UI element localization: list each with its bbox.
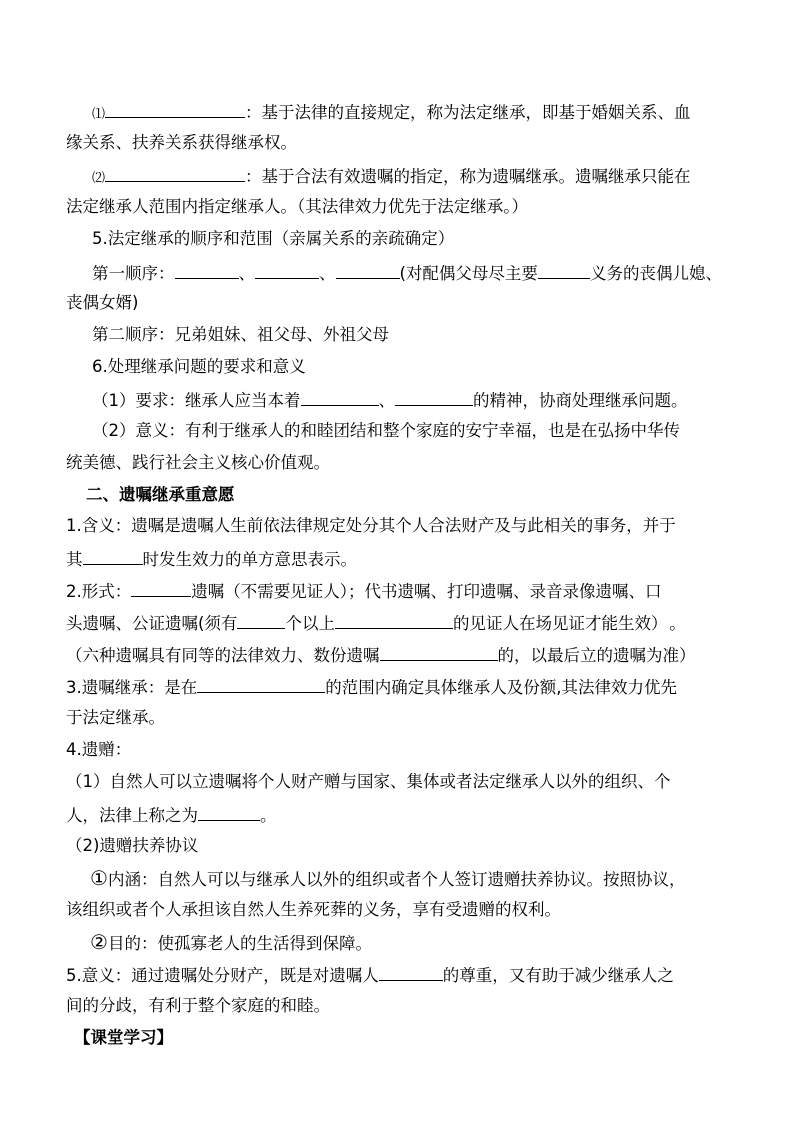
significance-line — [66, 964, 674, 986]
text: 义务的丧偶儿媳、 — [589, 264, 722, 283]
sep: 、 — [378, 391, 395, 410]
fill-blank[interactable] — [131, 580, 191, 597]
text: 的范围内确定具体继承人及份额,其法律效力优先 — [325, 678, 677, 697]
requirement-line — [92, 389, 688, 411]
text-line: 丧偶女婿) — [66, 293, 139, 312]
text: 的尊重，又有助于减少继承人之 — [442, 966, 674, 985]
item-5-heading: 5.法定继承的顺序和范围（亲属关系的亲疏确定） — [92, 229, 455, 248]
meaning-line: （2）意义：有利于继承人的和睦团结和整个家庭的安宁幸福，也是在弘扬中华传 — [92, 421, 680, 440]
fill-blank[interactable] — [105, 165, 245, 182]
text: 遗嘱（不需要见证人）；代书遗嘱、打印遗嘱、录音录像遗嘱、口 — [191, 582, 662, 601]
classroom-heading: 【课堂学习】 — [74, 1028, 173, 1047]
fill-blank[interactable] — [538, 262, 590, 279]
text: ：基于合法有效遗嘱的指定，称为遗嘱继承。遗嘱继承只能在 — [245, 167, 691, 186]
text: 个以上 — [285, 614, 335, 633]
item-number: ⑴ — [92, 107, 106, 122]
purpose-line — [90, 932, 372, 954]
text: 3.遗嘱继承：是在 — [66, 678, 198, 697]
text-line: 法定继承人范围内指定继承人。（其法律效力优先于法定继承。） — [66, 197, 528, 216]
text: 。 — [260, 806, 277, 825]
fill-blank[interactable] — [379, 964, 443, 981]
bequest-line-2 — [66, 804, 277, 826]
bequest-line: （1）自然人可以立遗嘱将个人财产赠与国家、集体或者法定继承人以外的组织、个 — [66, 772, 671, 791]
text: 头遗嘱、公证遗嘱(须有 — [66, 614, 238, 633]
fill-blank[interactable] — [380, 644, 498, 661]
text-line: 缘关系、扶养关系获得继承权。 — [66, 133, 297, 152]
fill-blank[interactable] — [301, 389, 379, 406]
second-order-line: 第二顺序：兄弟姐妹、祖父母、外祖父母 — [92, 325, 389, 344]
connotation-line — [90, 868, 685, 890]
will-inheritance-line — [66, 676, 677, 698]
item-number: ⑵ — [92, 171, 106, 186]
text: 其 — [66, 550, 83, 569]
circled-number: ① — [90, 866, 108, 890]
label: 第一顺序： — [92, 264, 175, 283]
form-line — [66, 580, 662, 602]
fill-blank[interactable] — [105, 101, 245, 118]
first-order-line — [92, 262, 722, 284]
form-line-2 — [66, 612, 686, 634]
text: ：基于法律的直接规定，称为法定继承，即基于婚姻关系、血 — [245, 103, 691, 122]
item-legal-inheritance — [92, 101, 691, 125]
text-line: 统美德、践行社会主义核心价值观。 — [66, 453, 330, 472]
fill-blank[interactable] — [395, 389, 473, 406]
text: 人，法律上称之为 — [66, 806, 198, 825]
sep: 、 — [238, 264, 255, 283]
text-line: 间的分歧，有利于整个家庭的和睦。 — [66, 996, 330, 1015]
text-line: 于法定继承。 — [66, 708, 165, 727]
text: 目的：使孤寡老人的生活得到保障。 — [107, 934, 372, 953]
fill-blank[interactable] — [197, 676, 325, 693]
text: (对配偶父母尽主要 — [399, 264, 538, 283]
text: 时发生效力的单方意思表示。 — [142, 550, 357, 569]
text-line: 该组织或者个人承担该自然人生养死葬的义务，享有受遗赠的权利。 — [66, 900, 561, 919]
text: 的精神，协商处理继承问题。 — [473, 391, 688, 410]
fill-blank[interactable] — [198, 804, 260, 821]
text: 。 — [669, 614, 686, 633]
fill-blank[interactable] — [237, 612, 285, 629]
fill-blank[interactable] — [175, 262, 239, 279]
text: 内涵：自然人可以与继承人以外的组织或者个人签订遗赠扶养协议。按照协议， — [107, 870, 686, 889]
definition-line-2 — [66, 548, 357, 570]
text: 的见证人在场见证才能生效） — [452, 614, 660, 633]
text: （1）要求：继承人应当本着 — [92, 391, 301, 410]
item-will-inheritance — [92, 165, 691, 189]
definition-line: 1.含义：遗嘱是遗嘱人生前依法律规定处分其个人合法财产及与此相关的事务，并于 — [66, 516, 676, 535]
text: 5.意义：通过遗嘱处分财产，既是对遗嘱人 — [66, 966, 379, 985]
sep: 、 — [319, 264, 336, 283]
text: （六种遗嘱具有同等的法律效力、数份遗嘱 — [66, 646, 380, 665]
text: 2.形式： — [66, 582, 132, 601]
item-6-heading: 6.处理继承问题的要求和意义 — [92, 357, 306, 376]
text: 的，以最后立的遗嘱为准） — [497, 646, 696, 665]
fill-blank[interactable] — [83, 548, 143, 565]
form-line-3 — [66, 644, 696, 666]
agreement-heading: （2)遗赠扶养协议 — [66, 836, 199, 855]
item-4-heading: 4.遗赠： — [66, 740, 132, 759]
fill-blank[interactable] — [336, 262, 400, 279]
section-heading: 二、遗嘱继承重意愿 — [86, 485, 235, 504]
fill-blank[interactable] — [255, 262, 319, 279]
fill-blank[interactable] — [335, 612, 453, 629]
circled-number: ② — [90, 930, 108, 954]
